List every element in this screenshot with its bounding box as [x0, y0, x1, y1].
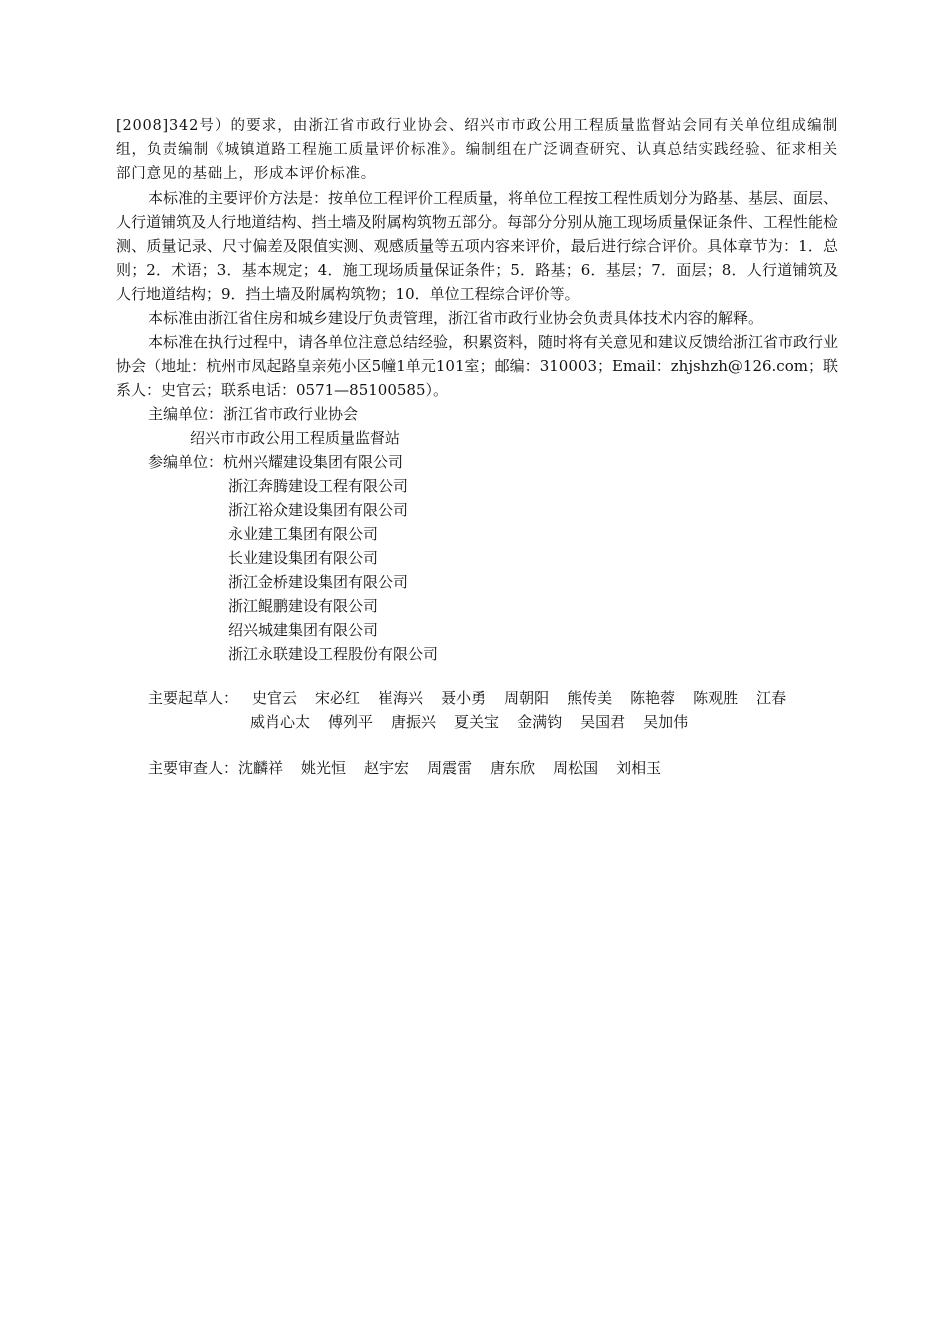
- participating-unit: 长业建设集团有限公司: [228, 549, 379, 567]
- participating-unit: 杭州兴耀建设集团有限公司: [223, 453, 404, 471]
- drafter-name: 唐振兴: [391, 713, 437, 731]
- intro-paragraph: [2008]342号）的要求，由浙江省市政行业协会、绍兴市市政公用工程质量监督站会同有关单位组成编制组，负责编制《城镇道路工程施工质量评价标准》。编制组在广泛调查研究、认真总结实践经验、征求相关部门意见的基础上，形成本评价标准。: [116, 118, 838, 182]
- drafter-name: 崔海兴: [378, 689, 424, 707]
- reviewer-name: 刘相玉: [616, 759, 662, 777]
- chief-editor-unit: 绍兴市市政公用工程质量监督站: [190, 429, 401, 447]
- reviewer-name: 赵宇宏: [364, 759, 410, 777]
- drafter-name: 周朝阳: [504, 689, 550, 707]
- drafter-name: 傅列平: [328, 713, 374, 731]
- participating-unit: 浙江永联建设工程股份有限公司: [228, 645, 439, 663]
- participating-unit: 绍兴城建集团有限公司: [228, 621, 379, 639]
- reviewer-name: 周震雷: [427, 759, 473, 777]
- participating-editor-label: 参编单位：: [148, 453, 224, 471]
- drafters-label: 主要起草人：: [148, 689, 239, 707]
- management-paragraph: 本标准由浙江省住房和城乡建设厅负责管理，浙江省市政行业协会负责具体技术内容的解释。: [148, 309, 764, 327]
- drafter-name: 熊传美: [567, 689, 613, 707]
- reviewer-name: 姚光恒: [301, 759, 347, 777]
- drafter-name: 聂小勇: [441, 689, 487, 707]
- participating-unit: 浙江奔腾建设工程有限公司: [228, 477, 409, 495]
- chief-editor-label: 主编单位：: [148, 405, 224, 423]
- drafter-name: 陈观胜: [693, 689, 739, 707]
- chief-editor-block: [116, 402, 838, 450]
- participating-editor-block: [116, 450, 838, 666]
- drafter-name: 吴国君: [580, 713, 626, 731]
- reviewers-block: [116, 756, 838, 780]
- participating-unit: 浙江鲲鹏建设有限公司: [228, 597, 379, 615]
- drafter-name: 夏关宝: [454, 713, 500, 731]
- document-body: [116, 114, 838, 780]
- drafters-block: [116, 686, 838, 734]
- drafter-name: 宋必红: [315, 689, 361, 707]
- reviewer-name: 周松国: [553, 759, 599, 777]
- reviewer-name: 沈麟祥: [238, 759, 284, 777]
- drafter-name: 吴加伟: [643, 713, 689, 731]
- feedback-paragraph: 本标准在执行过程中，请各单位注意总结经验，积累资料，随时将有关意见和建议反馈给浙江省市政行业协会（地址：杭州市凤起路皇亲苑小区5幢1单元101室；邮编：310003；Email：zhjshzh@126.com；联系人：史官云；联系电话：0571—85100585）。: [116, 333, 839, 399]
- participating-unit: 浙江裕众建设集团有限公司: [228, 501, 409, 519]
- participating-unit: 永业建工集团有限公司: [228, 525, 379, 543]
- chief-editor-unit: 浙江省市政行业协会: [223, 405, 359, 423]
- drafter-name: 史官云: [252, 689, 298, 707]
- reviewers-label: 主要审查人：: [148, 759, 239, 777]
- participating-unit: 浙江金桥建设集团有限公司: [228, 573, 409, 591]
- drafter-name: 金满钧: [517, 713, 563, 731]
- drafter-name: 江春: [756, 689, 787, 707]
- method-paragraph: 本标准的主要评价方法是：按单位工程评价工程质量，将单位工程按工程性质划分为路基、基层、面层、人行道铺筑及人行地道结构、挡土墙及附属构筑物五部分。每部分分别从施工现场质量保证条件、工程性能检测、质量记录、尺寸偏差及限值实测、观感质量等五项内容来评价，最后进行综合评价。具体章节为：1．总则；2．术语；3．基本规定；4．施工现场质量保证条件；5．路基；6．基层；7．面层；8．人行道铺筑及人行地道结构；9．挡土墙及附属构筑物；10．单位工程综合评价等。: [116, 189, 839, 303]
- drafter-name: 威肖心太: [250, 713, 311, 731]
- drafter-name: 陈艳蓉: [630, 689, 676, 707]
- reviewer-name: 唐东欣: [490, 759, 536, 777]
